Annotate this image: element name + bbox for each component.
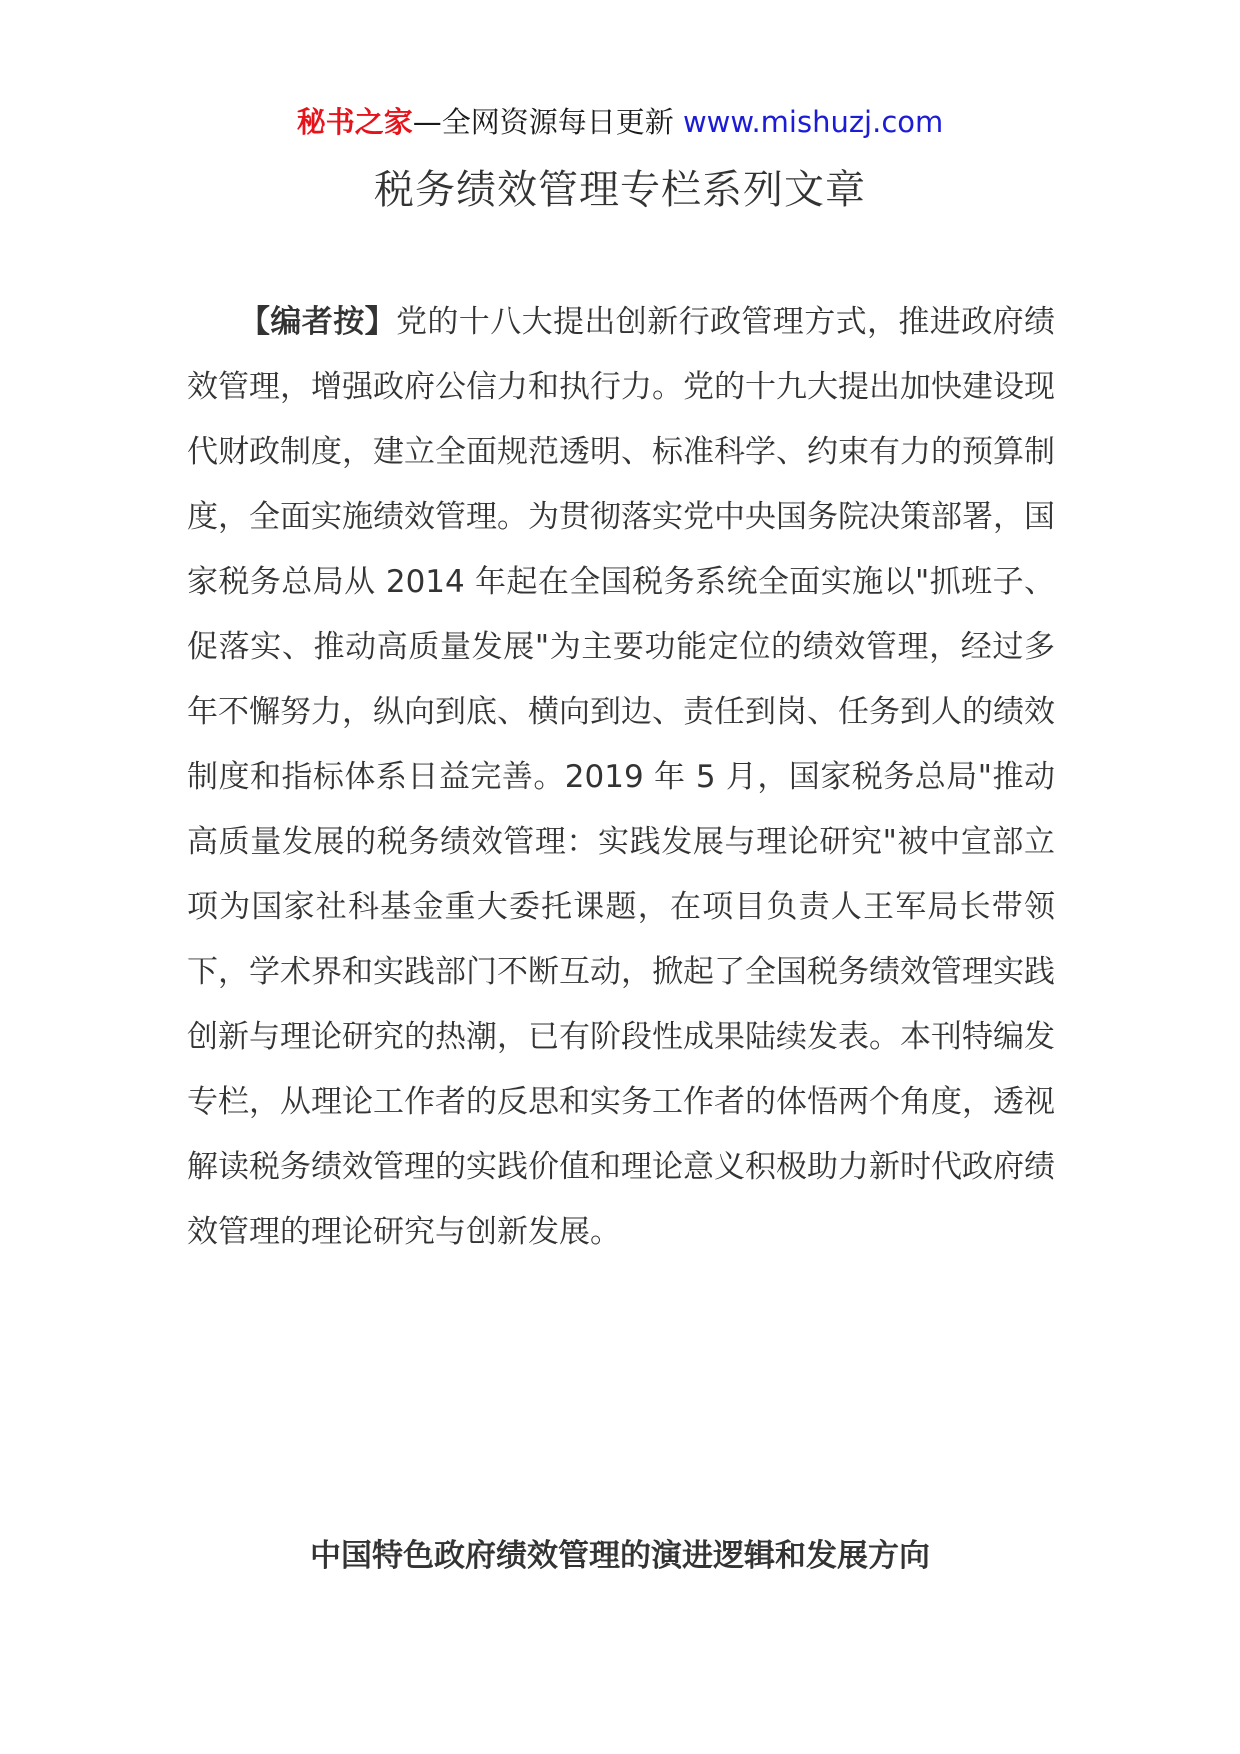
editor-note-paragraph [187, 290, 1055, 1265]
brand-name: 秘书之家 [296, 105, 413, 139]
series-title: 税务绩效管理专栏系列文章 [374, 167, 866, 213]
editor-note-label: 【编者按】 [239, 304, 396, 340]
article-title: 中国特色政府绩效管理的演进逻辑和发展方向 [310, 1538, 930, 1574]
editor-note-text: 党的十八大提出创新行政管理方式，推进政府绩效管理，增强政府公信力和执行力。党的十九大提出加快建设现代财政制度，建立全面规范透明、标准科学、约束有力的预算制度，全面实施绩效管理。为贯彻落实党中央国务院决策部署，国家税务总局从 2014 年起在全国税务系统全面实施以"抓班子、促落实、推动高质量发展"为主要功能定位的绩效管理，经过多年不懈努力，纵向到底、横向到边、责任到岗、任务到人的绩效制度和指标体系日益完善。2019 年 5 月，国家税务总局"推动高质量发展的税务绩效管理：实践发展与理论研究"被中宣部立项为国家社科基金重大委托课题，在项目负责人王军局长带领下，学术界和实践部门不断互动，掀起了全国税务绩效管理实践创新与理论研究的热潮，已有阶段性成果陆续发表。本刊特编发专栏，从理论工作者的反思和实务工作者的体悟两个角度，透视解读税务绩效管理的实践价值和理论意义积极助力新时代政府绩效管理的理论研究与创新发展。 [187, 304, 1055, 1250]
site-banner [0, 102, 1240, 142]
site-url-link[interactable]: www.mishuzj.com [682, 105, 944, 139]
banner-slogan: —全网资源每日更新 [412, 105, 683, 139]
